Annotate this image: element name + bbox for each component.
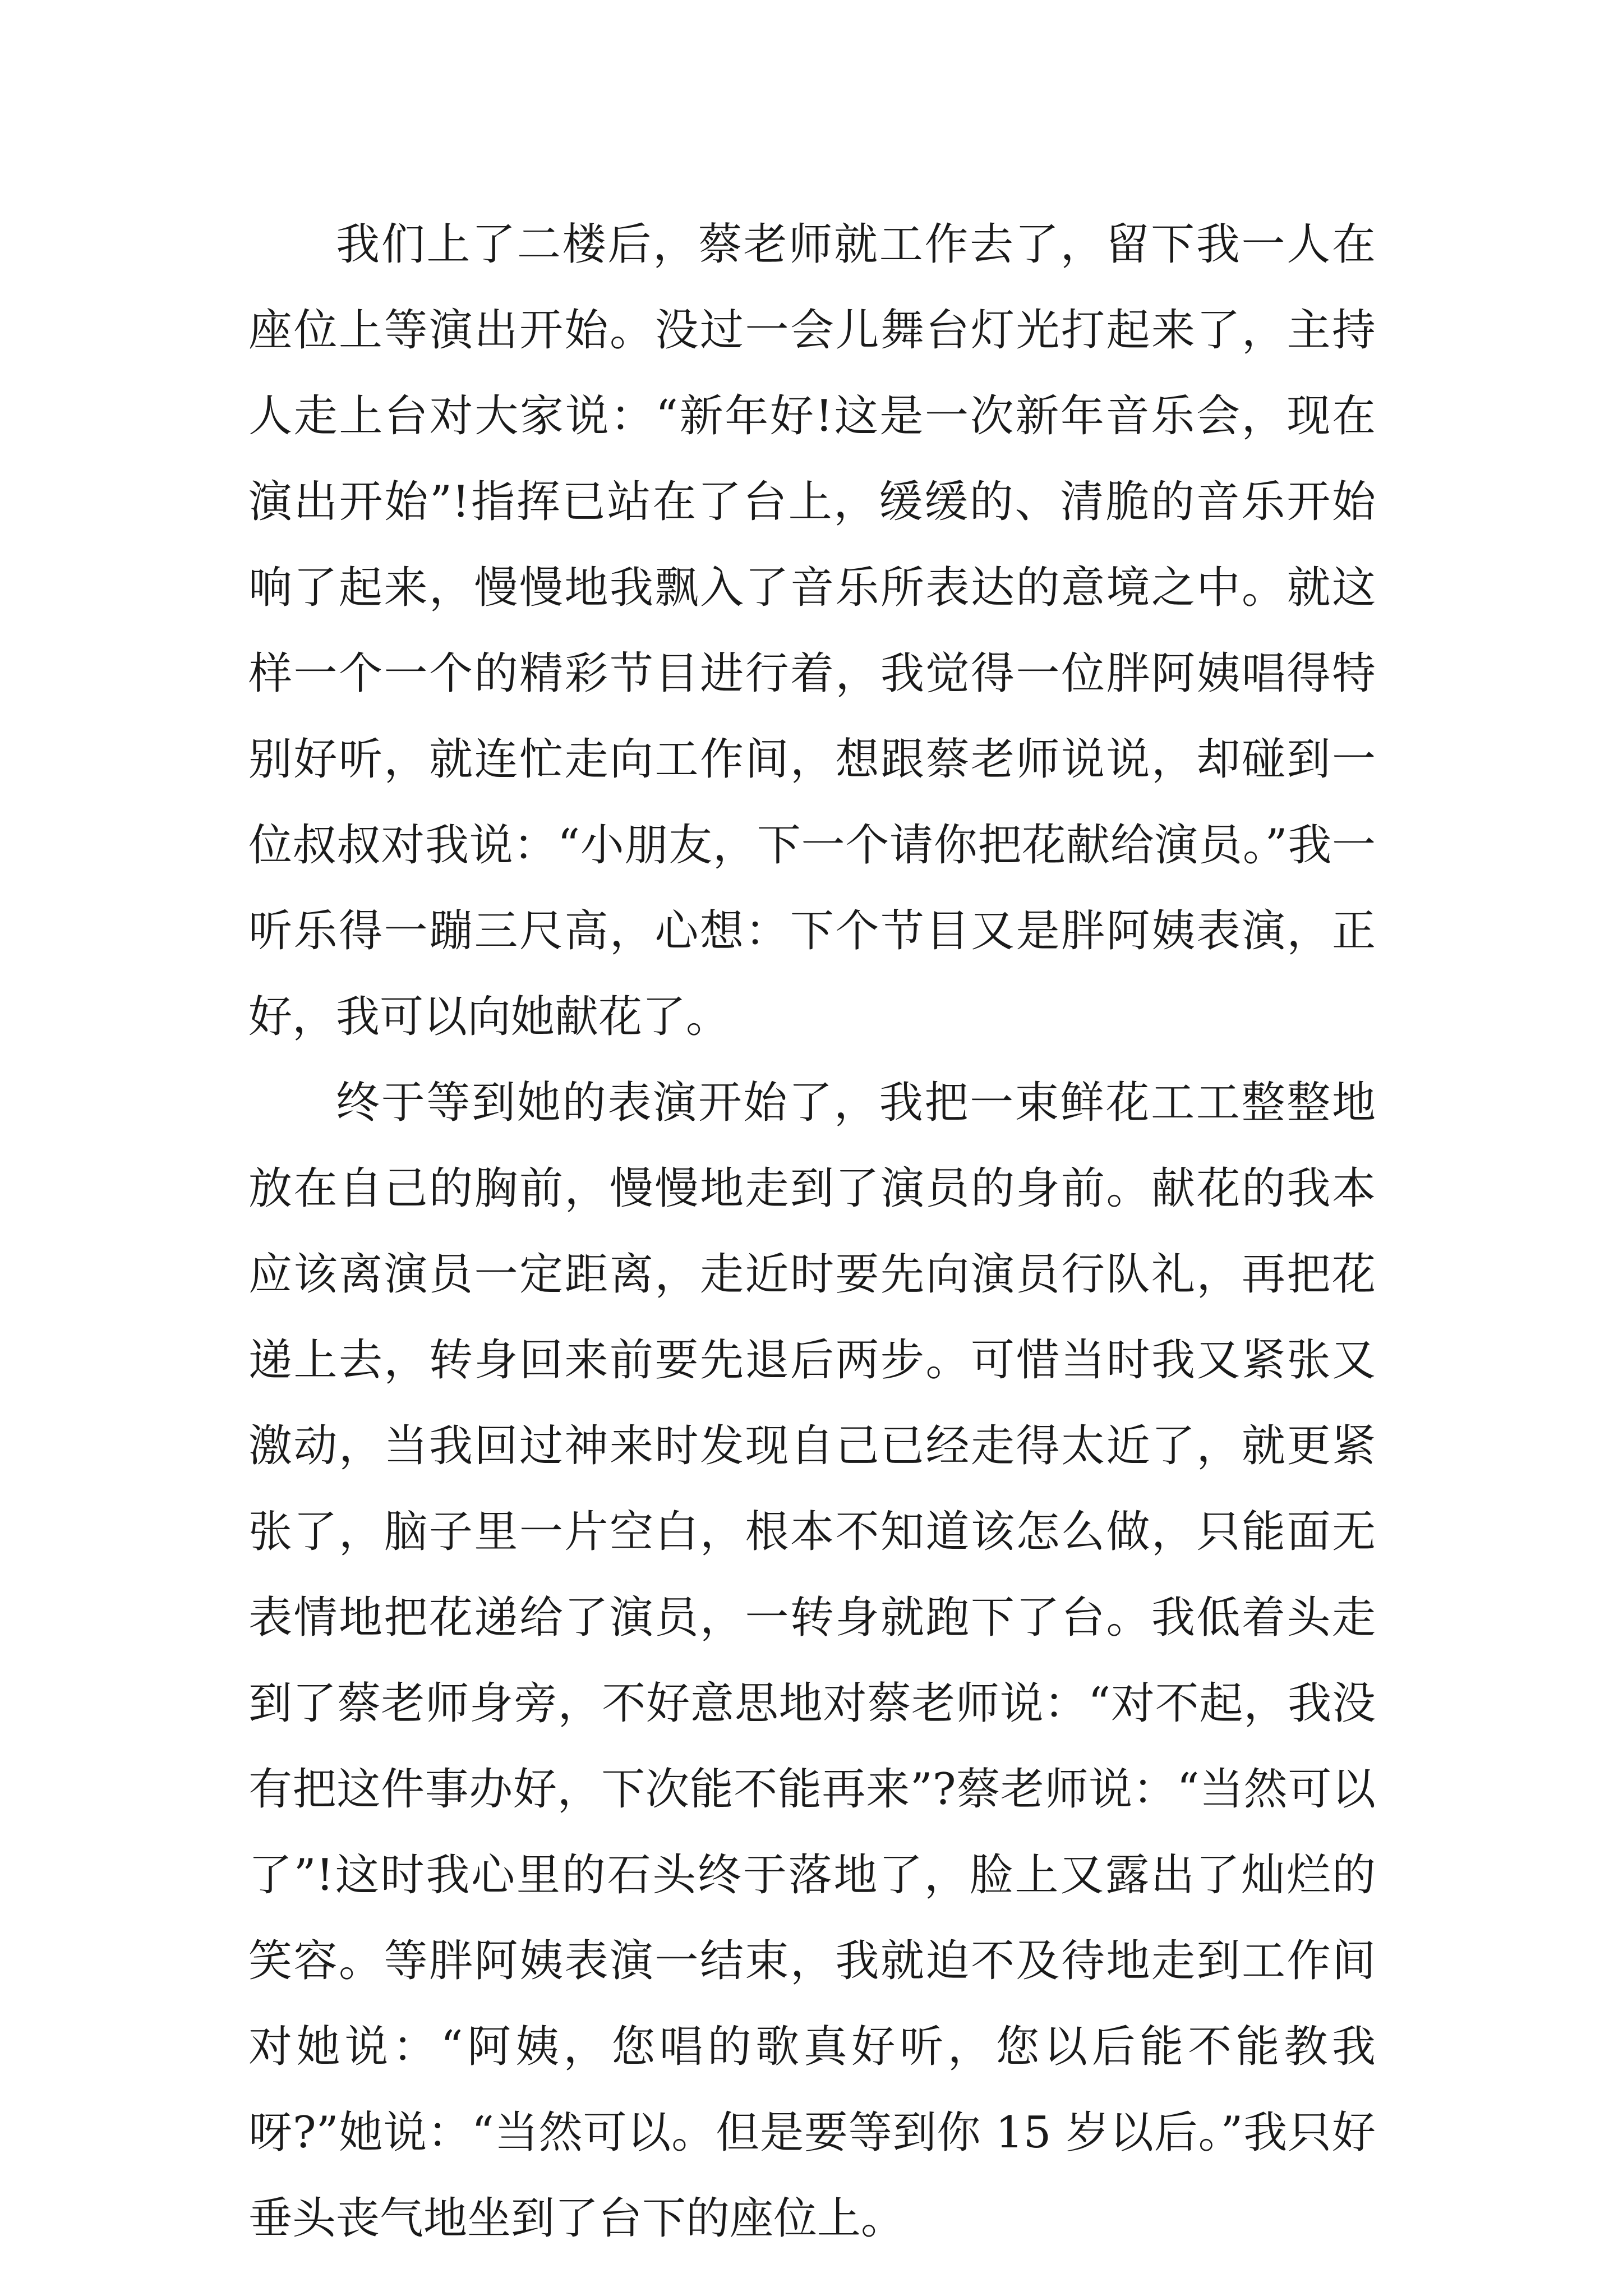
body-text: [248, 202, 1376, 2262]
paragraph-1: 我们上了二楼后，蔡老师就工作去了，留下我一人在座位上等演出开始。没过一会儿舞台灯光打起来了，主持人走上台对大家说：“新年好!这是一次新年音乐会，现在演出开始”!指挥已站在了台上，缓缓的、清脆的音乐开始响了起来，慢慢地我飘入了音乐所表达的意境之中。就这样一个一个的精彩节目进行着，我觉得一位胖阿姨唱得特别好听，就连忙走向工作间，想跟蔡老师说说，却碰到一位叔叔对我说：“小朋友，下一个请你把花献给演员。”我一听乐得一蹦三尺高，心想：下个节目又是胖阿姨表演，正好，我可以向她献花了。: [248, 219, 1376, 1042]
paragraph-2: 终于等到她的表演开始了，我把一束鲜花工工整整地放在自己的胸前，慢慢地走到了演员的身前。献花的我本应该离演员一定距离，走近时要先向演员行队礼，再把花递上去，转身回来前要先退后两步。可惜当时我又紧张又激动，当我回过神来时发现自己已经走得太近了，就更紧张了，脑子里一片空白，根本不知道该怎么做，只能面无表情地把花递给了演员，一转身就跑下了台。我低着头走到了蔡老师身旁，不好意思地对蔡老师说：“对不起，我没有把这件事办好，下次能不能再来”?蔡老师说：“当然可以了”!这时我心里的石头终于落地了，脸上又露出了灿烂的笑容。等胖阿姨表演一结束，我就迫不及待地走到工作间对她说：“阿姨，您唱的歌真好听，您以后能不能教我呀?”她说：“当然可以。但是要等到你 15 岁以后。”我只好垂头丧气地坐到了台下的座位上。: [248, 1078, 1376, 2244]
